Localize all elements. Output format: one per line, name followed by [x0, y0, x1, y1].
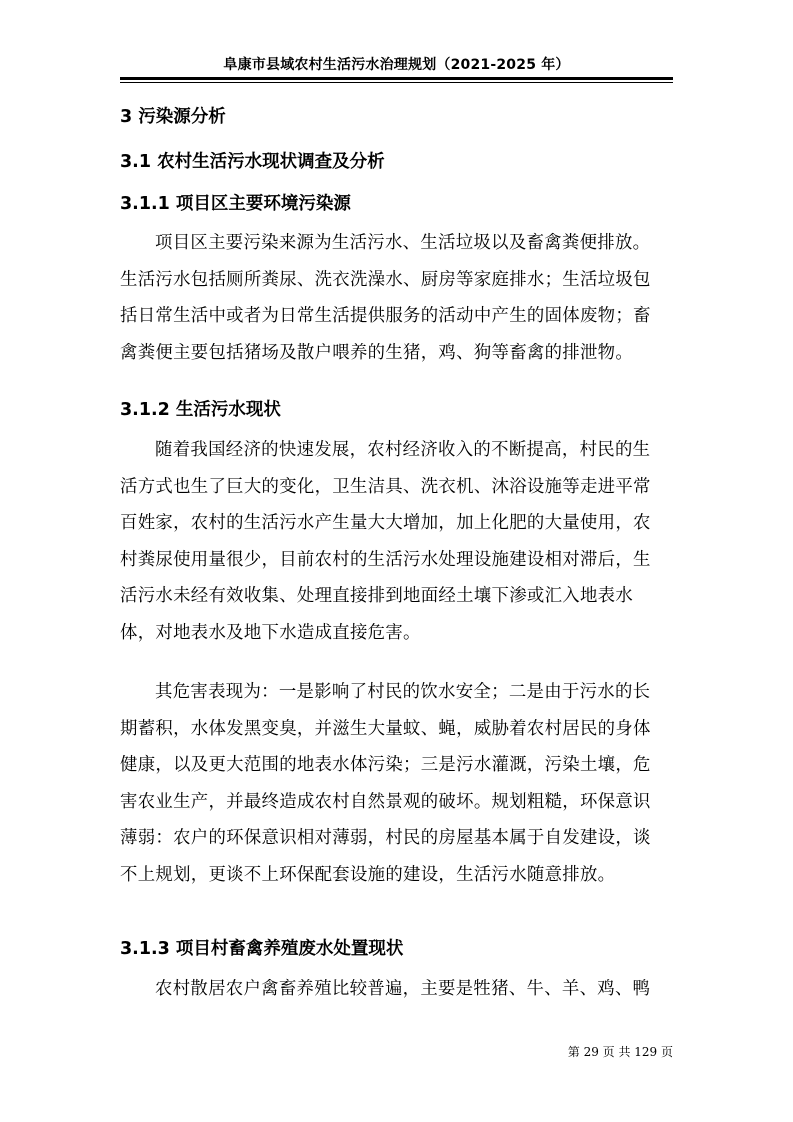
- paragraph-sewage-status: [120, 432, 673, 652]
- text-line: 生活污水包括厕所粪尿、洗衣洗澡水、厨房等家庭排水；生活垃圾包: [120, 269, 651, 290]
- section-heading-3: 3 污染源分析: [120, 107, 226, 127]
- text-line: 随着我国经济的快速发展，农村经济收入的不断提高，村民的生: [155, 440, 651, 460]
- text-line: 健康，以及更大范围的地表水体污染；三是污水灌溉，污染土壤，危: [120, 755, 651, 776]
- paragraph-pollution-sources: [120, 225, 673, 371]
- text-line: 农村散居农户禽畜养殖比较普遍，主要是牲猪、牛、羊、鸡、鸭: [155, 979, 651, 999]
- text-line: 活方式也生了巨大的变化，卫生洁具、洗衣机、沐浴设施等走进平常: [120, 476, 651, 497]
- section-heading-3-1: 3.1 农村生活污水现状调查及分析: [120, 152, 385, 172]
- text-line: 百姓家，农村的生活污水产生量大大增加，加上化肥的大量使用，农: [120, 513, 651, 534]
- section-heading-3-1-3: 3.1.3 项目村畜禽养殖废水处置现状: [120, 939, 404, 959]
- header-rule-thick: [120, 77, 673, 80]
- text-line: 期蓄积，水体发黑变臭，并滋生大量蚊、蝇，威胁着农村居民的身体: [120, 718, 651, 739]
- section-heading-3-1-1: 3.1.1 项目区主要环境污染源: [120, 194, 351, 214]
- text-line: 项目区主要污染来源为生活污水、生活垃圾以及畜禽粪便排放。: [155, 233, 651, 253]
- text-line: 括日常生活中或者为日常生活提供服务的活动中产生的固体废物；畜: [120, 306, 651, 327]
- text-line: 害农业生产，并最终造成农村自然景观的破坏。规划粗糙，环保意识: [120, 791, 651, 812]
- header-rule-thin: [120, 82, 673, 83]
- text-line: 体，对地表水及地下水造成直接危害。: [120, 622, 421, 643]
- text-line: 其危害表现为：一是影响了村民的饮水安全；二是由于污水的长: [155, 682, 651, 702]
- paragraph-livestock: [120, 971, 673, 1008]
- page-number: 第 29 页 共 129 页: [567, 1045, 673, 1059]
- text-line: 活污水未经有效收集、处理直接排到地面经土壤下渗或汇入地表水: [120, 586, 634, 607]
- section-heading-3-1-2: 3.1.2 生活污水现状: [120, 400, 281, 420]
- text-line: 不上规划，更谈不上环保配套设施的建设，生活污水随意排放。: [120, 864, 616, 885]
- text-line: 禽粪便主要包括猪场及散户喂养的生猪，鸡、狗等畜禽的排泄物。: [120, 342, 634, 363]
- text-line: 薄弱：农户的环保意识相对薄弱，村民的房屋基本属于自发建设，谈: [120, 828, 651, 849]
- running-header: 阜康市县域农村生活污水治理规划（2021-2025 年）: [223, 57, 570, 73]
- paragraph-hazards: [120, 674, 673, 894]
- text-line: 村粪尿使用量很少，目前农村的生活污水处理设施建设相对滞后，生: [120, 549, 651, 570]
